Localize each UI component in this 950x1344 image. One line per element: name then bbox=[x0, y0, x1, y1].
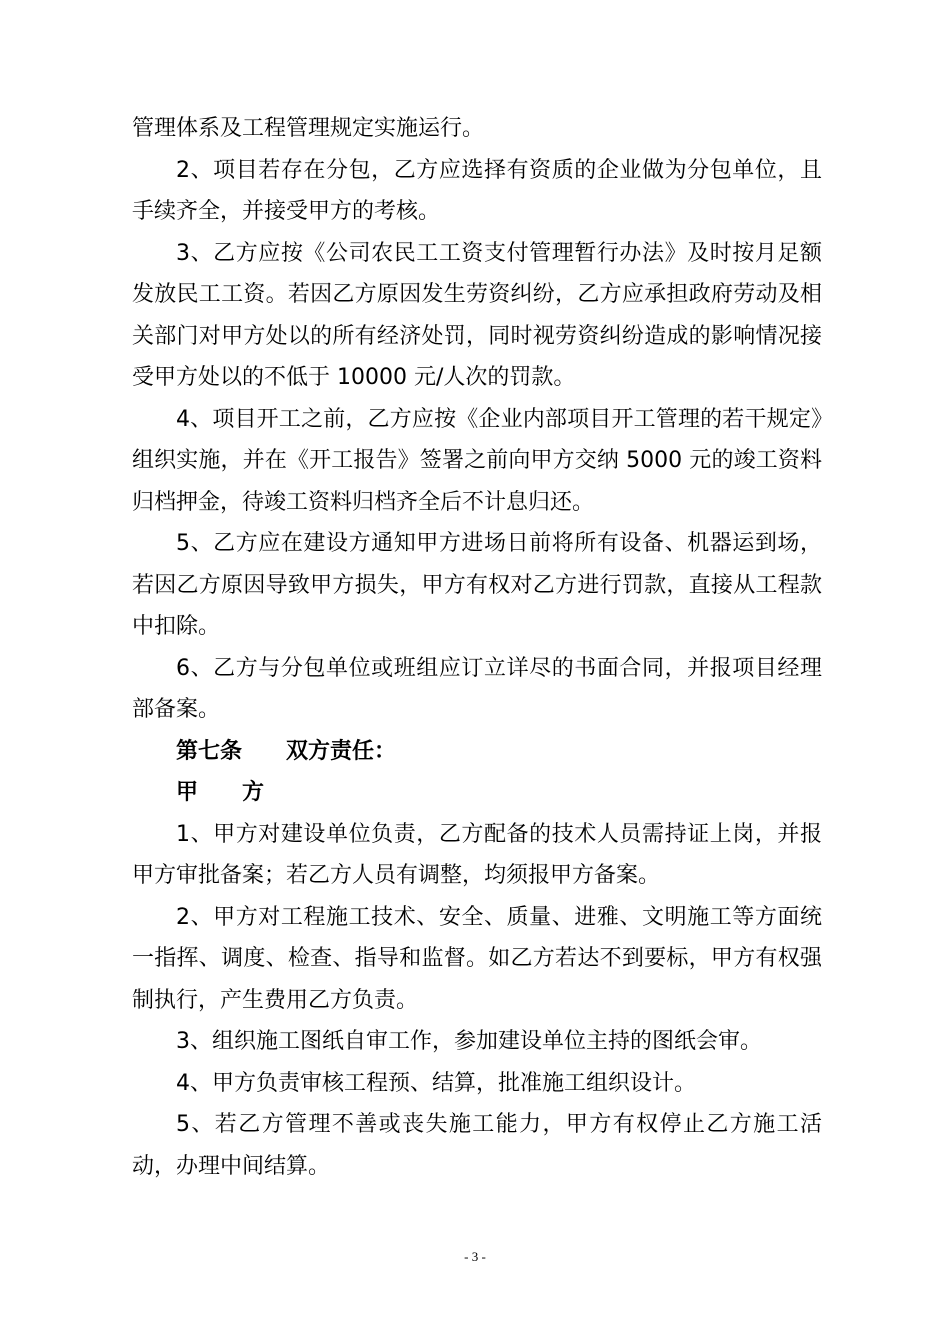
party-a-clause-3: 3、组织施工图纸自审工作，参加建设单位主持的图纸会审。 bbox=[176, 1029, 762, 1054]
clause-6-contracts: 6、乙方与分包单位或班组应订立详尽的书面合同，并报项目经理部备案。 bbox=[132, 655, 822, 722]
document-body bbox=[132, 108, 822, 1187]
party-a-clause-4: 4、甲方负责审核工程预、结算，批准施工组织设计。 bbox=[176, 1070, 696, 1096]
page-number: - 3 - bbox=[464, 1249, 486, 1264]
clause-5-equipment: 5、乙方应在建设方通知甲方进场日前将所有设备、机器运到场，若因乙方原因导致甲方损失，甲方有权对乙方进行罚款，直接从工程款中扣除。 bbox=[132, 531, 822, 639]
paragraph-continuation: 管理体系及工程管理规定实施运行。 bbox=[132, 116, 485, 141]
party-a-heading: 甲 方 bbox=[176, 780, 265, 805]
party-a-clause-1: 1、甲方对建设单位负责，乙方配备的技术人员需持证上岗，并报甲方审批备案；若乙方人员有调整，均须报甲方备案。 bbox=[132, 821, 822, 888]
party-a-clause-2: 2、甲方对工程施工技术、安全、质量、进雅、文明施工等方面统一指挥、调度、检查、指导和监督。如乙方若达不到要标，甲方有权强制执行，产生费用乙方负责。 bbox=[132, 904, 822, 1013]
clause-3-wages: 3、乙方应按《公司农民工工资支付管理暂行办法》及时按月足额发放民工工资。若因乙方原因发生劳资纠纷，乙方应承担政府劳动及相关部门对甲方处以的所有经济处罚，同时视劳资纠纷造成的影响情况接受甲方处以的不低于 10000 元/人次的罚款。 bbox=[132, 240, 822, 390]
party-a-clause-5: 5、若乙方管理不善或丧失施工能力，甲方有权停止乙方施工活动，办理中间结算。 bbox=[132, 1112, 822, 1179]
clause-4-project-start: 4、项目开工之前，乙方应按《企业内部项目开工管理的若干规定》组织实施，并在《开工报告》签署之前向甲方交纳 5000 元的竣工资料归档押金，待竣工资料归档齐全后不计息归还。 bbox=[132, 406, 822, 515]
article-7-heading: 第七条 双方责任： bbox=[176, 738, 397, 764]
clause-2-subcontracting: 2、项目若存在分包，乙方应选择有资质的企业做为分包单位，且手续齐全，并接受甲方的考核。 bbox=[132, 157, 822, 224]
